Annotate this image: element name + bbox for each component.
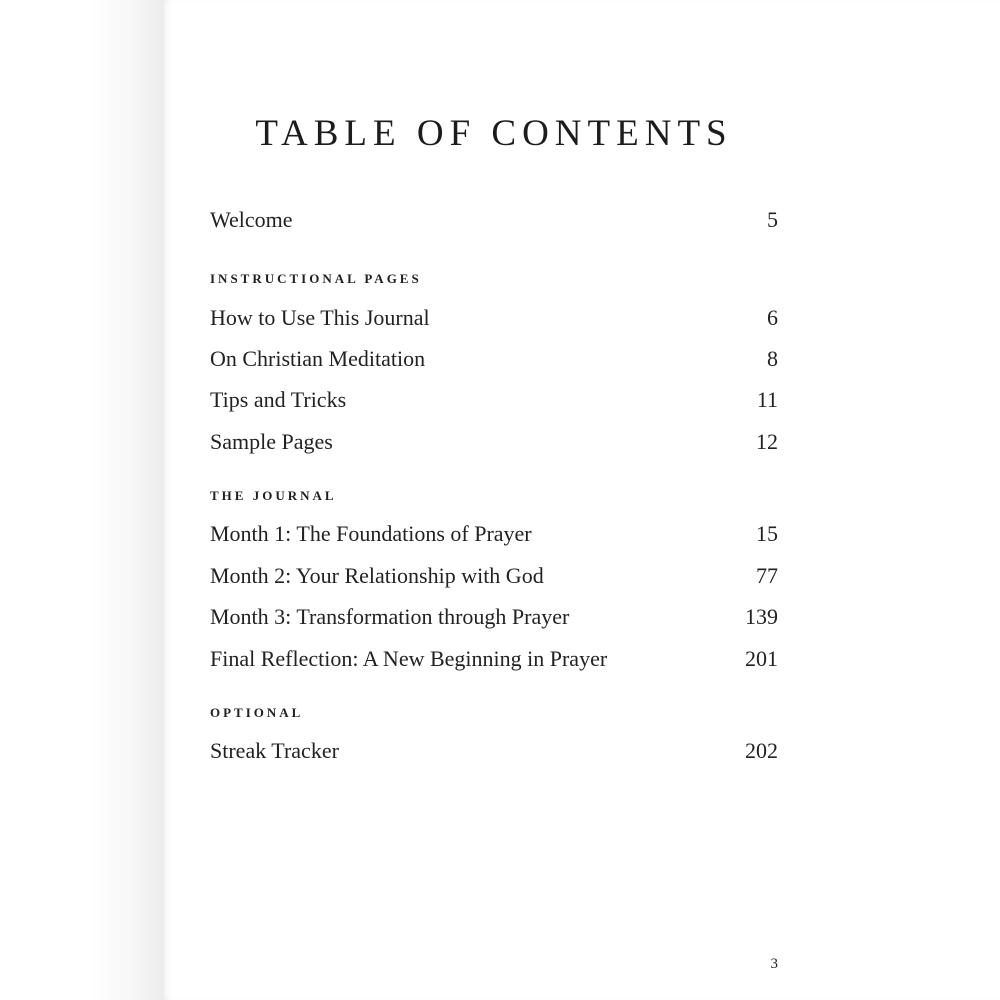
toc-entry: [210, 644, 778, 674]
toc-entry-welcome: [210, 205, 778, 235]
toc-entry: [210, 736, 778, 766]
toc-entry-label: Month 3: Transformation through Prayer: [210, 604, 570, 629]
toc-entry-label: On Christian Meditation: [210, 346, 426, 371]
toc-entry-label: Welcome: [210, 207, 293, 232]
toc-entry: [210, 561, 778, 591]
contents-page: [164, 0, 1000, 1000]
toc-entry-page-number: 201: [745, 646, 778, 671]
page-number: 3: [770, 956, 778, 972]
toc-entry-label: How to Use This Journal: [210, 305, 430, 330]
toc-entry: [210, 344, 778, 374]
toc-entry-page-number: 139: [745, 604, 778, 629]
toc-entry-page-number: 12: [756, 429, 778, 454]
toc-entry-label: Month 2: Your Relationship with God: [210, 563, 544, 588]
toc-entry-page-number: 15: [756, 521, 778, 546]
page-title: TABLE OF CONTENTS: [255, 113, 733, 154]
section-heading-the-journal: THE JOURNAL: [210, 488, 337, 503]
toc-entry-page-number: 77: [756, 563, 778, 588]
toc-entry: [210, 427, 778, 457]
toc-entry: [210, 602, 778, 632]
book-gutter: [0, 0, 164, 1000]
toc-entry: [210, 303, 778, 333]
section-heading-instructional-pages: INSTRUCTIONAL PAGES: [210, 271, 422, 286]
toc-entry-label: Month 1: The Foundations of Prayer: [210, 521, 532, 546]
toc-entry-label: Final Reflection: A New Beginning in Prayer: [210, 646, 608, 671]
toc-entry-label: Sample Pages: [210, 429, 333, 454]
toc-entry-page-number: 202: [745, 738, 778, 763]
section-heading-optional: OPTIONAL: [210, 705, 304, 720]
toc-entry-label: Tips and Tricks: [210, 387, 347, 412]
toc-entry-label: Streak Tracker: [210, 738, 339, 763]
toc-entry: [210, 519, 778, 549]
toc-entry-page-number: 11: [756, 387, 778, 412]
toc-entry-page-number: 6: [767, 305, 778, 330]
toc-entry-page-number: 5: [767, 207, 778, 232]
toc-entry-page-number: 8: [767, 346, 778, 371]
toc-entry: [210, 385, 778, 415]
